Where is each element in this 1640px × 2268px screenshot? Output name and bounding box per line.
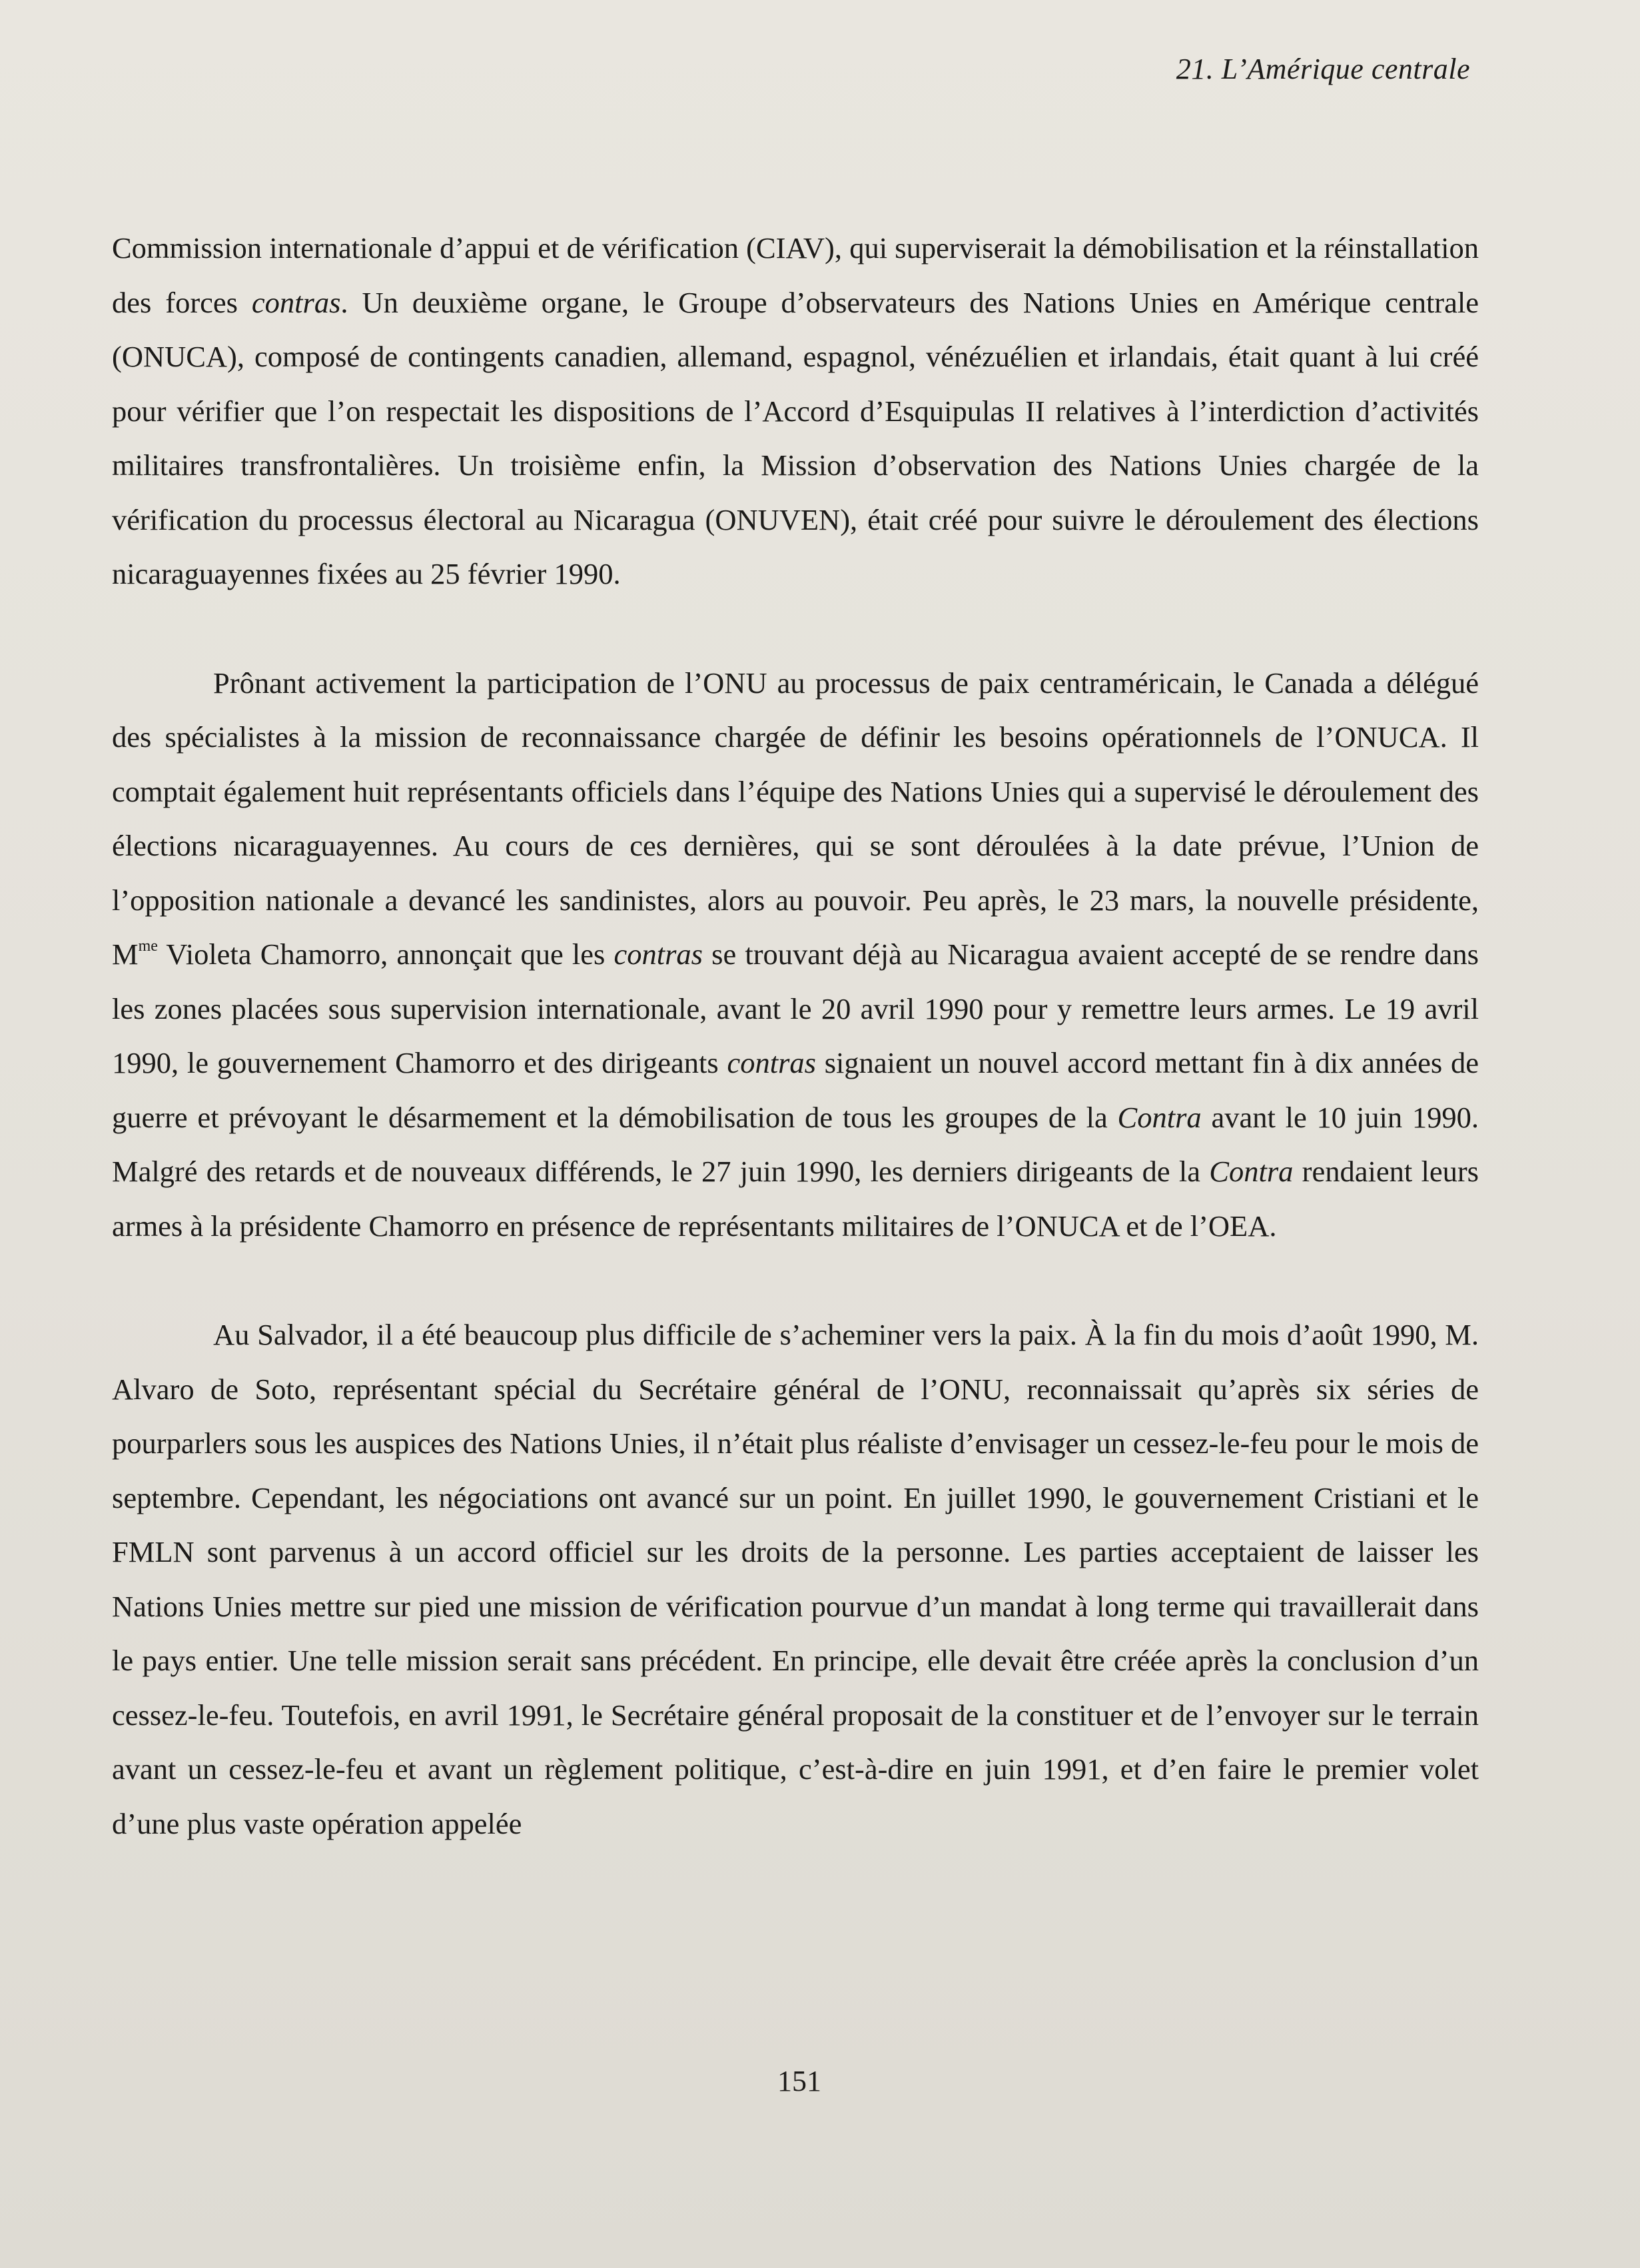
italic-term: Contra bbox=[1117, 1100, 1202, 1134]
italic-term: Contra bbox=[1209, 1155, 1294, 1188]
text-run: rendaient leurs armes à la présidente Chamorro en présence de représentants militaires de l’ONUCA et de l’OEA. bbox=[112, 1155, 1479, 1243]
italic-term: contras bbox=[614, 937, 703, 971]
superscript: me bbox=[138, 937, 158, 955]
text-run: . Un deuxième organe, le Groupe d’observateurs des Nations Unies en Amérique centrale (ONUCA), composé de contingents canadien, allemand, espagnol, vénézuélien et irlandais, était quant à lui créé pour vérifier que l’on respectait les dispositions de l’Accord d’Esquipulas II relatives à l’interdiction d’activités militaires transfrontalières. Un troisième enfin, la Mission d’observation des Nations Unies chargée de la vérification du processus électoral au Nicaragua (ONUVEN), était créé pour suivre le déroulement des élections nicaraguayennes fixées au 25 février 1990. bbox=[112, 285, 1479, 590]
text-run: Violeta Chamorro, annonçait que les bbox=[157, 937, 614, 971]
text-run: avant le 10 juin 1990. Malgré des retards et de nouveaux différends, le 27 juin 1990, les derniers dirigeants de la bbox=[112, 1100, 1479, 1188]
paragraph-2 bbox=[112, 656, 1479, 1254]
body-text bbox=[112, 221, 1479, 1851]
paragraph-1 bbox=[112, 221, 1479, 602]
text-run: signaient un nouvel accord mettant fin à dix années de guerre et prévoyant le désarmement et la démobilisation de tous les groupes de la bbox=[112, 1046, 1479, 1134]
text-run: Au Salvador, il a été beaucoup plus difficile de s’acheminer vers la paix. À la fin du mois d’août 1990, M. Alvaro de Soto, représentant spécial du Secrétaire général de l’ONU, reconnaissait qu’après six séries de pourparlers sous les auspices des Nations Unies, il n’était plus réaliste d’envisager un cessez-le-feu pour le mois de septembre. Cependant, les négociations ont avancé sur un point. En juillet 1990, le gouvernement Cristiani et le FMLN sont parvenus à un accord officiel sur les droits de la personne. Les parties acceptaient de laisser les Nations Unies mettre sur pied une mission de vérification pourvue d’un mandat à long terme qui travaillerait dans le pays entier. Une telle mission serait sans précédent. En principe, elle devait être créée après la conclusion d’un cessez-le-feu. Toutefois, en avril 1991, le Secrétaire général proposait de la constituer et de l’envoyer sur le terrain avant un cessez-le-feu et avant un règlement politique, c’est-à-dire en juin 1991, et d’en faire le premier volet d’une plus vaste opération appelée bbox=[112, 1318, 1479, 1840]
text-run: se trouvant déjà au Nicaragua avaient accepté de se rendre dans les zones placées sous supervision internationale, avant le 20 avril 1990 pour y remettre leurs armes. Le 19 avril 1990, le gouvernement Chamorro et des dirigeants bbox=[112, 937, 1479, 1079]
italic-term: contras bbox=[727, 1046, 816, 1079]
page-number: 151 bbox=[777, 2065, 821, 2097]
text-run: Commission internationale d’appui et de vérification (CIAV), qui superviserait la démobilisation et la réinstallation des forces bbox=[112, 231, 1479, 319]
running-head: 21. L’Amérique centrale bbox=[1176, 53, 1470, 85]
text-run: Prônant activement la participation de l’ONU au processus de paix centraméricain, le Canada a délégué des spécialistes à la mission de reconnaissance chargée de définir les besoins opérationnels de l’ONUCA. Il comptait également huit représentants officiels dans l’équipe des Nations Unies qui a supervisé le déroulement des élections nicaraguayennes. Au cours de ces dernières, qui se sont déroulées à la date prévue, l’Union de l’opposition nationale a devancé les sandinistes, alors au pouvoir. Peu après, le 23 mars, la nouvelle présidente, M bbox=[112, 666, 1479, 971]
paragraph-3 bbox=[112, 1308, 1479, 1851]
italic-term: contras bbox=[251, 285, 341, 319]
